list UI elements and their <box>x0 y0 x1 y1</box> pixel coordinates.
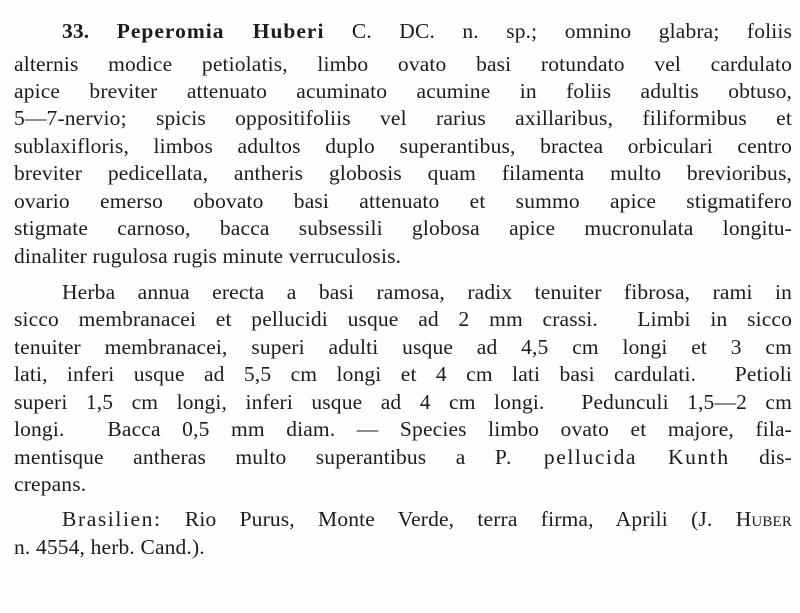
description-line: superi 1,5 cm longi, inferi usque ad 4 cm longi. Pedunculi 1,5—2 cm <box>14 390 792 414</box>
description-line: lati, inferi usque ad 5,5 cm longi et 4 cm lati basi cardulati. Petioli <box>14 362 792 386</box>
locality-text: Rio Purus, Monte Verde, terra firma, Aprili (J. <box>161 507 736 531</box>
locality-region: Brasilien: <box>62 507 162 531</box>
diagnosis-line: alternis modice petiolatis, limbo ovato basi rotundato vel cardulato <box>14 52 792 76</box>
description-text: dis- <box>729 445 792 469</box>
collector-name: Huber <box>735 507 792 531</box>
description-line: sicco membranacei et pellucidi usque ad 2 mm crassi. Limbi in sicco <box>14 307 792 331</box>
diagnosis-line: apice breviter attenuato acuminato acumine in foliis adultis obtuso, <box>14 79 792 103</box>
species-name: Peperomia Huberi <box>116 19 325 43</box>
locality-line-last: n. 4554, herb. Cand.). <box>14 535 205 559</box>
description-line <box>14 444 792 470</box>
compared-species: P. pellucida Kunth <box>494 445 730 469</box>
diagnosis-line: stigmate carnoso, bacca subsessili globosa apice mucronulata longitu- <box>14 216 792 240</box>
description-text: mentisque antheras multo superantibus a <box>14 445 495 469</box>
species-author-diagnosis-start: C. DC. n. sp.; omnino glabra; foliis <box>324 19 792 43</box>
species-heading-line <box>62 18 792 44</box>
diagnosis-line-last: dinaliter rugulosa rugis minute verruculosis. <box>14 244 402 268</box>
diagnosis-line: breviter pedicellata, antheris globosis quam filamenta multo brevioribus, <box>14 161 792 185</box>
diagnosis-line: ovario emerso obovato basi attenuato et summo apice stigmatifero <box>14 189 792 213</box>
species-number: 33. <box>62 19 90 43</box>
description-line: tenuiter membranacei, superi adulti usque ad 4,5 cm longi et 3 cm <box>14 335 792 359</box>
locality-line <box>62 506 792 532</box>
diagnosis-line: sublaxifloris, limbos adultos duplo superantibus, bractea orbiculari centro <box>14 134 792 158</box>
description-line: longi. Bacca 0,5 mm diam. — Species limbo ovato et majore, fila- <box>14 417 792 441</box>
diagnosis-line: 5—7-nervio; spicis oppositifoliis vel rarius axillaribus, filiformibus et <box>14 106 792 130</box>
description-line-last: crepans. <box>14 472 87 496</box>
description-line: Herba annua erecta a basi ramosa, radix tenuiter fibrosa, rami in <box>62 280 792 304</box>
